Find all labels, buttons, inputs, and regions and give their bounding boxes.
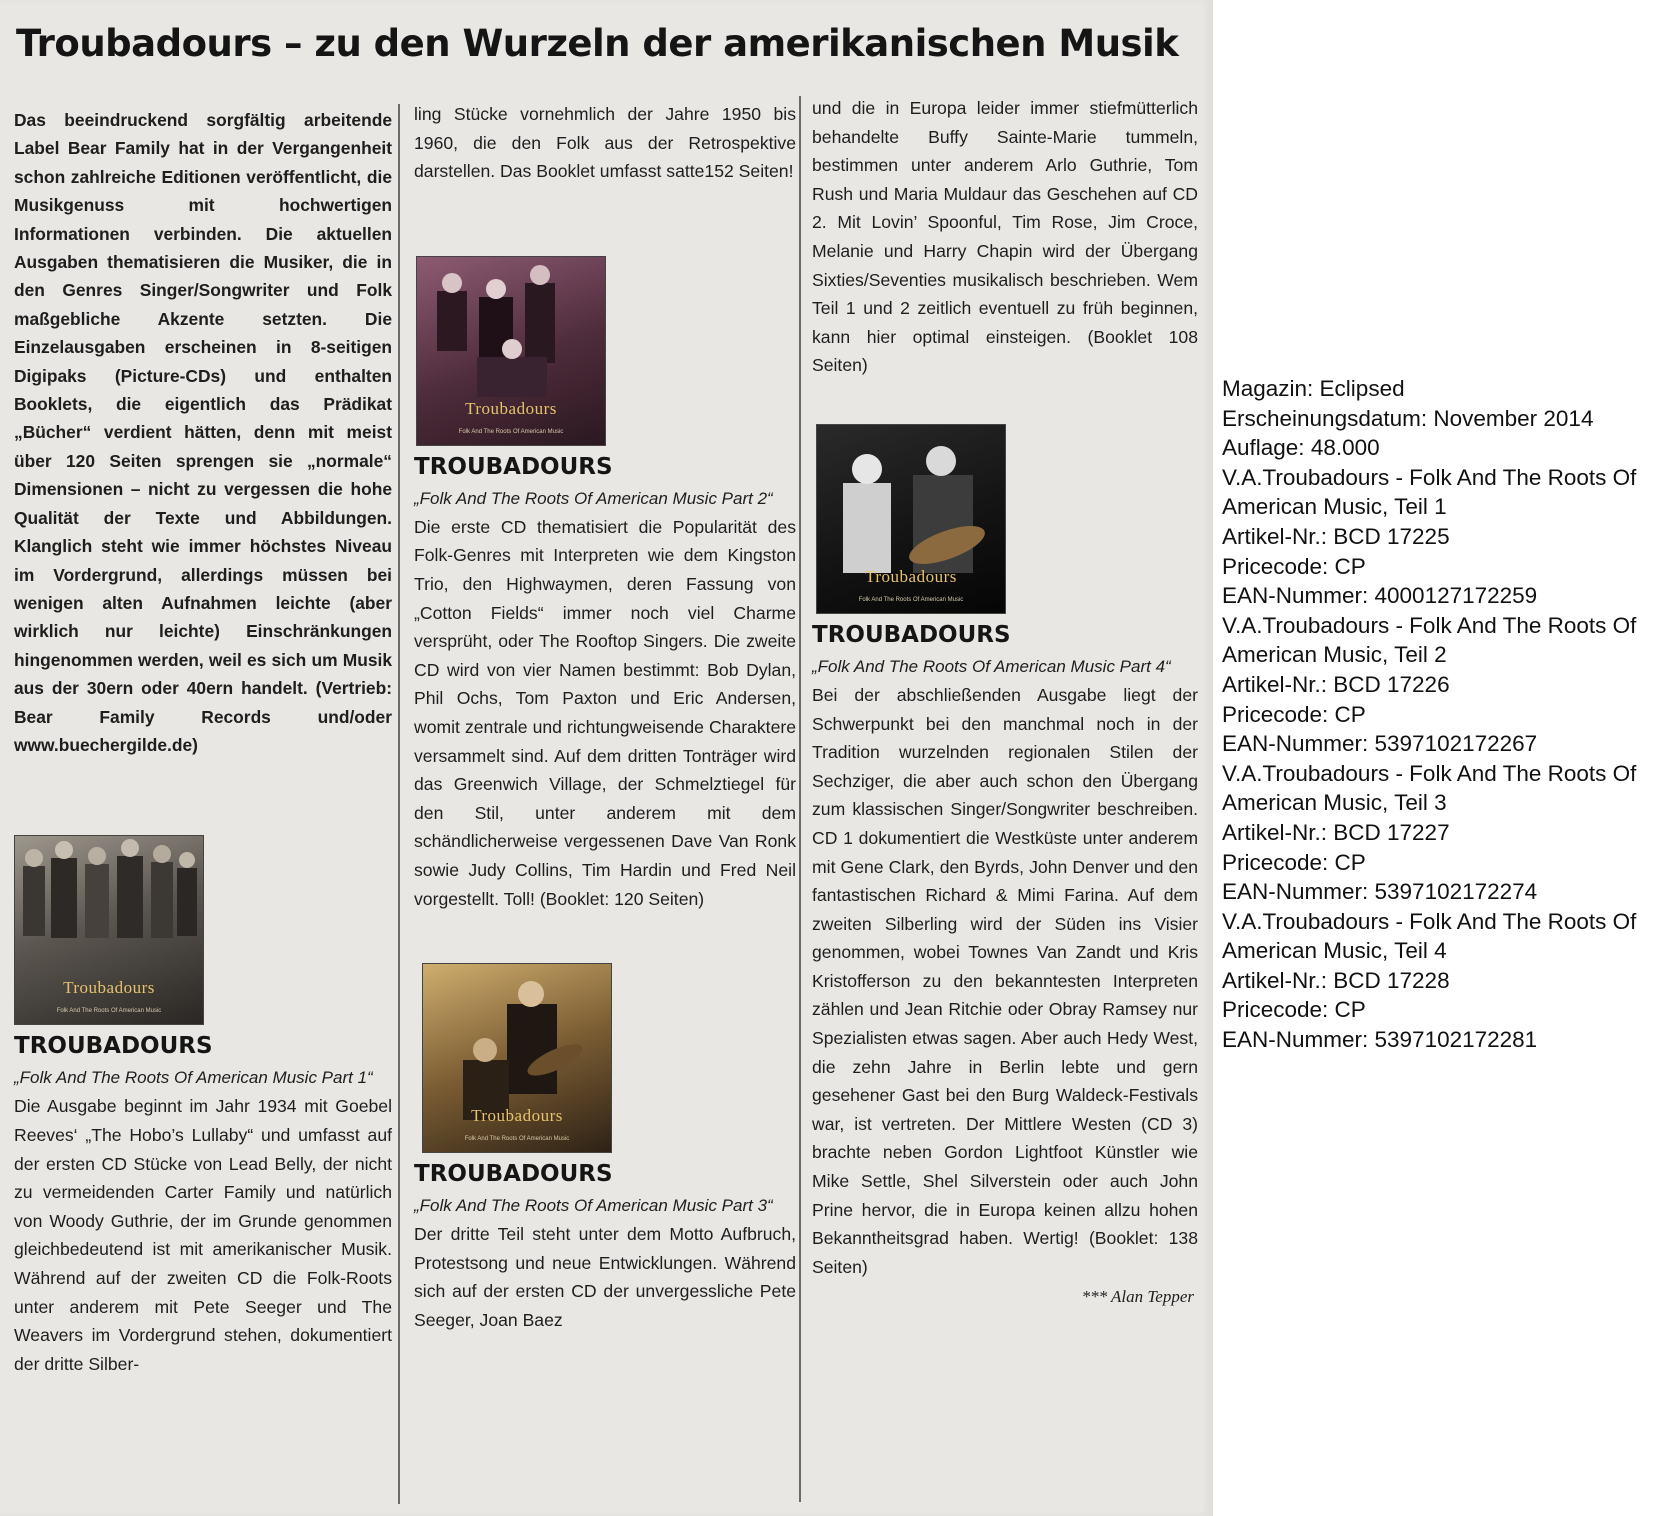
review-heading: TROUBADOURS bbox=[812, 621, 1011, 648]
review-heading: TROUBADOURS bbox=[14, 1033, 213, 1060]
review-text: Die erste CD thematisiert die Popularität des Folk-Genres mit Interpreten wie dem Kingston Trio, den Highwaymen, deren Fassung von „Cotton Fields“ immer noch viel Charme versprüht, oder The Rooftop Singers. Die zweite CD wird von vier Namen bestimmt: Bob Dylan, Phil Ochs, Tom Paxton und Eric Andersen, womit zentrale und richtungweisende Charaktere versammelt sind. Auf dem dritten Tonträger wird das Greenwich Village, der Schmelztiegel für den Stil, unter anderem mit dem schändlicherweise vergessenen Dave Van Ronk sowie Judy Collins, Tim Hardin und Fred Neil vorgestellt. Toll! (Booklet: 120 Seiten) bbox=[414, 516, 796, 909]
info-line: EAN-Nummer: 5397102172267 bbox=[1222, 731, 1538, 757]
article-intro: Das beeindruckend sorgfältig arbeitende Label Bear Family hat in der Vergangenheit schon zahlreiche Editionen veröffentlicht, die Musikgenuss mit hochwertigen Informationen verbinden. Die aktuellen Ausgaben thematisieren die Musiker, die in den Genres Singer/Songwriter und Folk maßgebliche Akzente setzten. Die Einzelausgaben erscheinen in 8-seitigen Digipaks (Picture-CDs) und enthalten Booklets, die eigentlich das Prädikat „Bücher“ verdient hätten, denn mit meist über 120 Seiten sprengen sie „normale“ Dimensionen – nicht zu vergessen die hohe Qualität der Texte und Abbildungen. Klanglich steht wie immer höchstes Niveau im Vordergrund, allerdings müssen bei wenigen alten Aufnahmen leichte (aber wirklich nur leichte) Einschränkungen hingenommen werden, weil es sich um Musik aus der 30ern oder 40ern handelt. (Vertrieb: Bear Family Records und/oder www.buechergilde.de) bbox=[14, 110, 392, 755]
review-heading: TROUBADOURS bbox=[414, 453, 613, 480]
review-text-continued: und die in Europa leider immer stiefmütterlich behandelte Buffy Sainte-Marie tummeln, bestimmen unter anderem Arlo Guthrie, Tom Rush und Maria Muldaur das Geschehen auf CD 2. Mit Lovin’ Spoonful, Tim Rose, Jim Croce, Melanie und Harry Chapin wird der Übergang Sixties/Seventies musikalisch beschrieben. Wem Teil 1 und 2 zeitlich eventuell zu früh beginnen, kann hier optimal einsteigen. (Booklet 108 Seiten) bbox=[812, 98, 1198, 376]
review-subtitle: „Folk And The Roots Of American Music Part 1“ bbox=[14, 1068, 373, 1088]
info-line: Artikel-Nr.: BCD 17228 bbox=[1222, 967, 1450, 993]
author-signature: *** Alan Tepper bbox=[1081, 1287, 1194, 1307]
info-line: Pricecode: CP bbox=[1222, 701, 1366, 727]
column-2 bbox=[414, 100, 796, 1334]
column-3 bbox=[812, 94, 1198, 1307]
info-line: American Music, Teil 3 bbox=[1222, 790, 1447, 816]
info-line: EAN-Nummer: 4000127172259 bbox=[1222, 583, 1538, 609]
info-line: Magazin: Eclipsed bbox=[1222, 376, 1405, 401]
info-line: EAN-Nummer: 5397102172274 bbox=[1222, 879, 1538, 905]
album-cover-part-1 bbox=[14, 835, 204, 1025]
review-subtitle: „Folk And The Roots Of American Music Part 3“ bbox=[414, 1196, 773, 1216]
column-1 bbox=[14, 106, 392, 1378]
cover-logo: Troubadours bbox=[865, 566, 957, 586]
review-text-continued: ling Stücke vornehmlich der Jahre 1950 bis 1960, die den Folk aus der Retrospektive darstellen. Das Booklet umfasst satte152 Seiten! bbox=[414, 104, 796, 182]
review-text: Der dritte Teil steht unter dem Motto Aufbruch, Protestsong und neue Entwicklungen. Während sich auf der ersten CD der unvergessliche Pete Seeger, Joan Baez bbox=[414, 1224, 796, 1330]
info-line: American Music, Teil 2 bbox=[1222, 642, 1447, 668]
cover-tagline: Folk And The Roots Of American Music bbox=[464, 1136, 570, 1143]
info-line: Erscheinungsdatum: November 2014 bbox=[1222, 405, 1594, 431]
cover-logo: Troubadours bbox=[471, 1106, 563, 1126]
cover-tagline: Folk And The Roots Of American Music bbox=[858, 596, 964, 603]
review-subtitle: „Folk And The Roots Of American Music Part 4“ bbox=[812, 656, 1171, 676]
info-line: V.A.Troubadours - Folk And The Roots Of bbox=[1222, 760, 1637, 786]
column-divider bbox=[799, 96, 801, 1502]
info-line: American Music, Teil 4 bbox=[1222, 938, 1447, 964]
cover-tagline: Folk And The Roots Of American Music bbox=[458, 428, 564, 435]
album-cover-part-3 bbox=[422, 963, 612, 1153]
info-line: Artikel-Nr.: BCD 17226 bbox=[1222, 671, 1450, 697]
info-line: EAN-Nummer: 5397102172281 bbox=[1222, 1027, 1538, 1053]
info-line: Artikel-Nr.: BCD 17227 bbox=[1222, 819, 1450, 845]
cover-tagline: Folk And The Roots Of American Music bbox=[56, 1008, 162, 1015]
cover-logo: Troubadours bbox=[465, 398, 557, 418]
cover-logo: Troubadours bbox=[63, 978, 155, 998]
info-line: Auflage: 48.000 bbox=[1222, 435, 1380, 461]
info-line: V.A.Troubadours - Folk And The Roots Of bbox=[1222, 908, 1637, 934]
info-line: Artikel-Nr.: BCD 17225 bbox=[1222, 523, 1450, 549]
album-cover-part-2 bbox=[416, 256, 606, 446]
info-line: Pricecode: CP bbox=[1222, 849, 1366, 875]
info-line: American Music, Teil 1 bbox=[1222, 494, 1447, 520]
review-heading: TROUBADOURS bbox=[414, 1161, 613, 1188]
album-cover-part-4 bbox=[816, 424, 1006, 614]
article-title: Troubadours – zu den Wurzeln der amerikanischen Musik bbox=[16, 22, 1179, 65]
info-line: V.A.Troubadours - Folk And The Roots Of bbox=[1222, 464, 1637, 490]
info-line: Pricecode: CP bbox=[1222, 553, 1366, 579]
info-line: V.A.Troubadours - Folk And The Roots Of bbox=[1222, 612, 1637, 638]
review-text: Die Ausgabe beginnt im Jahr 1934 mit Goebel Reeves‘ „The Hobo’s Lullaby“ und umfasst auf der ersten CD Stücke von Lead Belly, der nicht zu vermeidenden Carter Family und natürlich von Woody Guthrie, der im Grunde genommen gleichbedeutend ist mit amerikanischer Musik. Während auf der zweiten CD die Folk-Roots unter anderem mit Pete Seeger und The Weavers im Vordergrund stehen, dokumentiert der dritte Silber- bbox=[14, 1096, 392, 1374]
review-subtitle: „Folk And The Roots Of American Music Part 2“ bbox=[414, 488, 773, 508]
info-line: Pricecode: CP bbox=[1222, 997, 1366, 1023]
column-divider bbox=[398, 104, 400, 1504]
publication-info bbox=[1222, 374, 1652, 1055]
review-text: Bei der abschließenden Ausgabe liegt der Schwerpunkt bei den manchmal noch in der Tradition wurzelnden regionalen Stilen der Sechziger, die aber auch schon den Übergang zum klassischen Singer/Songwriter beschreiben. CD 1 dokumentiert die Westküste unter anderem mit Gene Clark, den Byrds, John Denver und den fantastischen Richard & Mimi Farina. Auf dem zweiten Silberling wird der Süden ins Visier genommen, wobei Townes Van Zandt und Kris Kristofferson zu den bekanntesten Interpreten zählen und Jean Ritchie oder Obray Ramsey nur Spezialisten etwas sagen. Aber auch Hedy West, die zehn Jahre in Berlin lebte und gern gesehener Gast bei den Burg Waldeck-Festivals war, ist vertreten. Der Mittlere Westen (CD 3) brachte neben Gordon Lightfoot Künstler wie Mike Settle, Shel Silverstein oder auch John Prine hervor, die in Europa keinen allzu hohen Bekanntheitsgrad haben. Wertig! (Booklet: 138 Seiten) bbox=[812, 684, 1198, 1277]
